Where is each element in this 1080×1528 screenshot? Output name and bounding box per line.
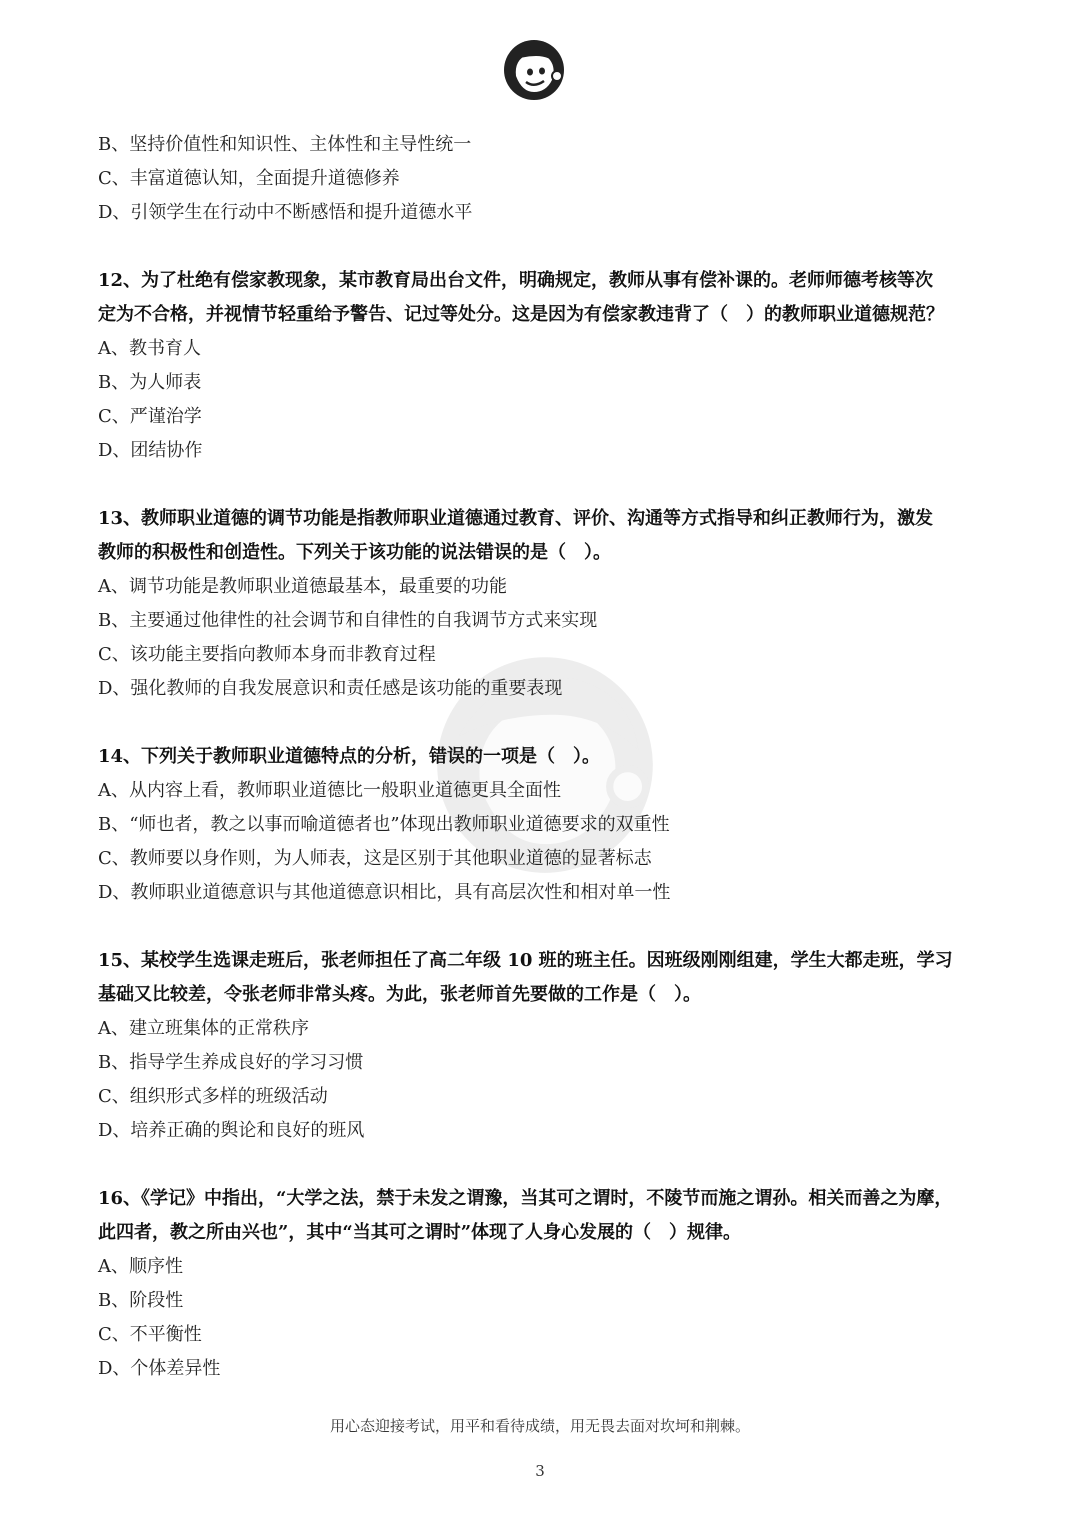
option: C、教师要以身作则，为人师表，这是区别于其他职业道德的显著标志 <box>98 848 652 869</box>
option: B、阶段性 <box>98 1290 184 1311</box>
option: C、不平衡性 <box>98 1324 202 1345</box>
option: B、主要通过他律性的社会调节和自律性的自我调节方式来实现 <box>98 610 598 631</box>
question-14 <box>98 740 998 910</box>
option: A、建立班集体的正常秩序 <box>98 1018 309 1039</box>
option: C、丰富道德认知，全面提升道德修养 <box>98 168 400 189</box>
question-13 <box>98 502 998 706</box>
option: C、组织形式多样的班级活动 <box>98 1086 328 1107</box>
option: B、“师也者，教之以事而喻道德者也”体现出教师职业道德要求的双重性 <box>98 814 670 835</box>
question-text: 此四者，教之所由兴也”，其中“当其可之谓时”体现了人身心发展的（ ）规律。 <box>98 1222 742 1243</box>
footer-motto: 用心态迎接考试，用平和看待成绩，用无畏去面对坎坷和荆棘。 <box>329 1417 750 1435</box>
question-15 <box>98 944 998 1148</box>
option: C、该功能主要指向教师本身而非教育过程 <box>98 644 436 665</box>
option: B、坚持价值性和知识性、主体性和主导性统一 <box>98 134 472 155</box>
option: A、从内容上看，教师职业道德比一般职业道德更具全面性 <box>98 780 561 801</box>
option: D、个体差异性 <box>98 1358 221 1379</box>
question-text: 13、教师职业道德的调节功能是指教师职业道德通过教育、评价、沟通等方式指导和纠正教师行为，激发 <box>98 508 934 529</box>
option: D、培养正确的舆论和良好的班风 <box>98 1120 365 1141</box>
option: B、指导学生养成良好的学习习惯 <box>98 1052 364 1073</box>
option: B、为人师表 <box>98 372 202 393</box>
option-list <box>98 128 998 230</box>
question-text: 12、为了杜绝有偿家教现象，某市教育局出台文件，明确规定，教师从事有偿补课的。老师师德考核等次 <box>98 270 934 291</box>
question-text: 15、某校学生选课走班后，张老师担任了高二年级 10 班的班主任。因班级刚刚组建，学生大都走班，学习 <box>98 950 953 971</box>
option: D、强化教师的自我发展意识和责任感是该功能的重要表现 <box>98 678 563 699</box>
question-16 <box>98 1182 998 1386</box>
page-content <box>98 128 998 1386</box>
option: D、团结协作 <box>98 440 203 461</box>
monkey-logo-icon <box>502 38 566 102</box>
option: A、教书育人 <box>98 338 201 359</box>
question-text: 教师的积极性和创造性。下列关于该功能的说法错误的是（ ）。 <box>98 542 611 563</box>
option: D、教师职业道德意识与其他道德意识相比，具有高层次性和相对单一性 <box>98 882 671 903</box>
option: C、严谨治学 <box>98 406 202 427</box>
option: A、调节功能是教师职业道德最基本，最重要的功能 <box>98 576 507 597</box>
question-12 <box>98 264 998 468</box>
page-number: 3 <box>535 1462 545 1480</box>
question-text: 16、《学记》中指出，“大学之法，禁于未发之谓豫，当其可之谓时，不陵节而施之谓孙。相关而善之为摩， <box>98 1188 953 1209</box>
option: A、顺序性 <box>98 1256 183 1277</box>
question-text: 14、下列关于教师职业道德特点的分析，错误的一项是（ ）。 <box>98 746 601 767</box>
question-text: 定为不合格，并视情节轻重给予警告、记过等处分。这是因为有偿家教违背了（ ）的教师职业道德规范？ <box>98 304 944 325</box>
question-text: 基础又比较差，令张老师非常头疼。为此，张老师首先要做的工作是（ ）。 <box>98 984 701 1005</box>
option: D、引领学生在行动中不断感悟和提升道德水平 <box>98 202 473 223</box>
